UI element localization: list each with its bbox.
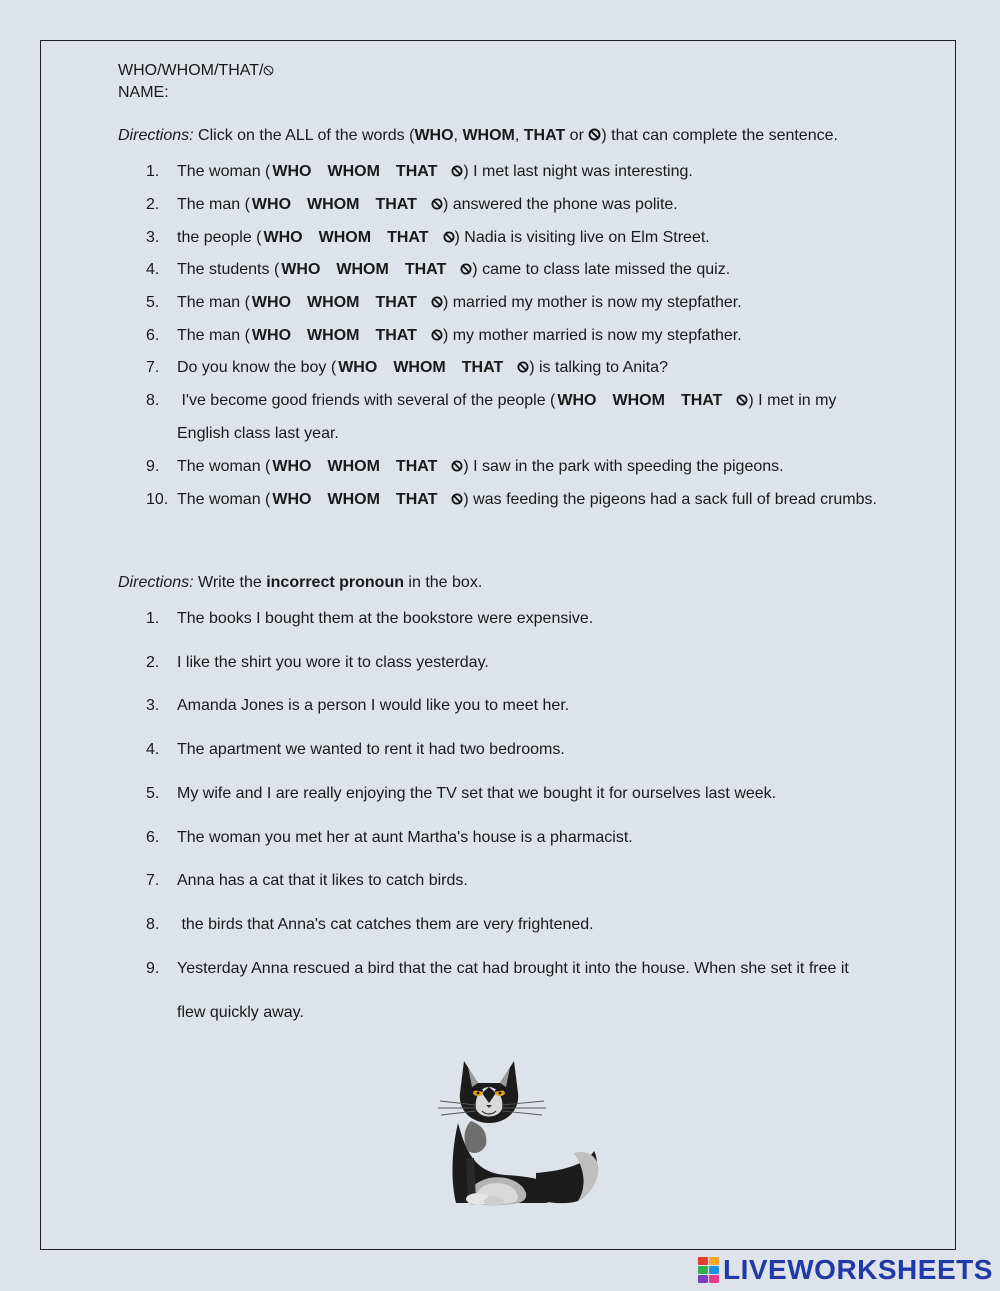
option-null-icon[interactable] [443, 231, 455, 243]
liveworksheets-logo [698, 1254, 993, 1285]
question-number: 10. [146, 491, 169, 508]
section1-question [146, 491, 877, 509]
option-that-button[interactable]: THAT [461, 359, 504, 376]
option-that-button[interactable]: THAT [680, 392, 723, 409]
directions-text: ) that can complete the sentence. [601, 127, 838, 144]
option-who-button[interactable]: WHO [251, 196, 292, 213]
section2-question [146, 960, 849, 978]
question-text-before: The woman ( [177, 458, 271, 475]
option-null-icon[interactable] [431, 296, 443, 308]
question-text-before: The man ( [177, 196, 250, 213]
question-text-after: ) married my mother is now my stepfather. [442, 294, 742, 311]
section1-question [146, 229, 710, 247]
question-text-after: ) answered the phone was polite. [442, 196, 678, 213]
question-number: 4. [146, 741, 160, 758]
name-label: NAME: [118, 84, 169, 101]
question-text: Amanda Jones is a person I would like you to meet her. [177, 697, 570, 714]
option-whom-button[interactable]: WHOM [327, 458, 380, 475]
logo-text: LIVEWORKSHEETS [723, 1254, 993, 1285]
option-who-button[interactable]: WHO [272, 491, 312, 508]
question-number: 7. [146, 872, 160, 889]
question-number: 3. [146, 229, 160, 246]
option-null-icon[interactable] [460, 263, 472, 275]
question-number: 9. [146, 960, 160, 977]
question-text-after: ) was feeding the pigeons had a sack full of bread crumbs. [463, 491, 877, 508]
option-null-icon[interactable] [451, 493, 463, 505]
question-number: 5. [146, 785, 160, 802]
question-continuation: flew quickly away. [177, 1004, 304, 1021]
section2-directions [118, 573, 482, 593]
directions-label: Directions: [118, 127, 194, 144]
worksheet-title [118, 61, 274, 81]
option-whom-button[interactable]: WHOM [307, 196, 360, 213]
option-who-button[interactable]: WHO [251, 294, 292, 311]
directions-label: Directions: [118, 574, 194, 591]
option-whom-button[interactable]: WHOM [307, 294, 360, 311]
question-text-before: The man ( [177, 327, 250, 344]
worksheet-page [40, 40, 956, 1250]
section2-question [146, 785, 776, 803]
option-null-icon[interactable] [736, 394, 748, 406]
option-who-button[interactable]: WHO [338, 359, 378, 376]
directions-whom: WHOM [462, 127, 515, 144]
question-text-before: The woman ( [177, 163, 271, 180]
question-text: The books I bought them at the bookstore were expensive. [177, 610, 594, 627]
directions-that: THAT [523, 127, 566, 144]
question-number: 2. [146, 196, 160, 213]
section2-question [146, 654, 489, 672]
section1-question [146, 261, 730, 279]
option-null-icon[interactable] [517, 361, 529, 373]
directions-who: WHO [414, 127, 454, 144]
question-number: 6. [146, 829, 160, 846]
question-text-before: Do you know the boy ( [177, 359, 337, 376]
option-whom-button[interactable]: WHOM [318, 229, 372, 246]
question-number: 5. [146, 294, 160, 311]
question-text: the birds that Anna's cat catches them are very frightened. [177, 916, 594, 933]
question-number: 8. [146, 392, 160, 409]
option-who-button[interactable]: WHO [263, 229, 303, 246]
section2-question [146, 610, 593, 628]
question-text-before: I've become good friends with several of the people ( [177, 392, 556, 409]
option-who-button[interactable]: WHO [272, 163, 312, 180]
section1-question [146, 327, 742, 345]
logo-blocks-icon [698, 1257, 719, 1283]
option-who-button[interactable]: WHO [281, 261, 321, 278]
question-text-after: ) I saw in the park with speeding the pigeons. [463, 458, 784, 475]
section2-question [146, 916, 594, 934]
option-whom-button[interactable]: WHOM [612, 392, 665, 409]
section1-directions [118, 126, 838, 146]
directions-comma: , [514, 127, 524, 144]
null-symbol-icon [263, 65, 274, 76]
question-text: I like the shirt you wore it to class yesterday. [177, 654, 489, 671]
section1-question [146, 458, 784, 476]
question-text: Yesterday Anna rescued a bird that the cat had brought it into the house. When she set it free it [177, 960, 849, 977]
directions-text: Write the [193, 574, 267, 591]
option-that-button[interactable]: THAT [395, 458, 438, 475]
question-text-after: ) my mother married is now my stepfather. [442, 327, 742, 344]
option-that-button[interactable]: THAT [404, 261, 447, 278]
cat-illustration [396, 1053, 606, 1208]
option-that-button[interactable]: THAT [395, 163, 438, 180]
question-text: The woman you met her at aunt Martha's house is a pharmacist. [177, 829, 633, 846]
question-text-after: ) I met last night was interesting. [463, 163, 693, 180]
section1-question [146, 392, 836, 410]
directions-or: or [565, 127, 589, 144]
option-whom-button[interactable]: WHOM [327, 163, 380, 180]
section2-question [146, 741, 565, 759]
option-that-button[interactable]: THAT [375, 196, 417, 213]
question-number: 9. [146, 458, 160, 475]
option-whom-button[interactable]: WHOM [307, 327, 360, 344]
question-text-before: The woman ( [177, 491, 271, 508]
question-text-after: ) Nadia is visiting live on Elm Street. [454, 229, 710, 246]
question-text: Anna has a cat that it likes to catch birds. [177, 872, 468, 889]
question-text-after: ) I met in my [748, 392, 837, 409]
directions-text: in the box. [403, 574, 483, 591]
question-number: 8. [146, 916, 160, 933]
option-whom-button[interactable]: WHOM [336, 261, 389, 278]
question-number: 6. [146, 327, 160, 344]
question-text: My wife and I are really enjoying the TV set that we bought it for ourselves last week. [177, 785, 777, 802]
worksheet-title-text: WHO/WHOM/THAT/ [118, 62, 264, 79]
section2-question [146, 697, 569, 715]
option-that-button[interactable]: THAT [395, 491, 438, 508]
directions-bold: incorrect pronoun [266, 574, 404, 591]
option-that-button[interactable]: THAT [375, 327, 417, 344]
section2-question [146, 829, 633, 847]
option-who-button[interactable]: WHO [251, 327, 292, 344]
directions-comma: , [453, 127, 463, 144]
question-text-after: ) is talking to Anita? [529, 359, 668, 376]
section1-question [146, 163, 693, 181]
question-number: 2. [146, 654, 160, 671]
section2-question [146, 872, 468, 890]
question-number: 4. [146, 261, 160, 278]
option-null-icon[interactable] [431, 198, 443, 210]
section1-question [146, 294, 742, 312]
question-text-before: The man ( [177, 294, 250, 311]
option-null-icon[interactable] [451, 165, 463, 177]
section1-question [146, 359, 668, 377]
option-null-icon[interactable] [451, 460, 463, 472]
option-who-button[interactable]: WHO [272, 458, 312, 475]
option-null-icon[interactable] [431, 329, 443, 341]
question-text: The apartment we wanted to rent it had two bedrooms. [177, 741, 565, 758]
directions-text: Click on the ALL of the words ( [193, 127, 415, 144]
null-symbol-icon [588, 128, 601, 141]
option-who-button[interactable]: WHO [557, 392, 597, 409]
question-continuation: English class last year. [177, 425, 339, 442]
question-number: 7. [146, 359, 160, 376]
option-that-button[interactable]: THAT [375, 294, 417, 311]
question-text-after: ) came to class late missed the quiz. [472, 261, 731, 278]
option-whom-button[interactable]: WHOM [393, 359, 446, 376]
question-text-before: the people ( [177, 229, 262, 246]
option-that-button[interactable]: THAT [387, 229, 429, 246]
question-number: 1. [146, 610, 160, 627]
section1-question [146, 196, 678, 214]
question-number: 1. [146, 163, 160, 180]
option-whom-button[interactable]: WHOM [327, 491, 380, 508]
question-number: 3. [146, 697, 160, 714]
question-text-before: The students ( [177, 261, 280, 278]
